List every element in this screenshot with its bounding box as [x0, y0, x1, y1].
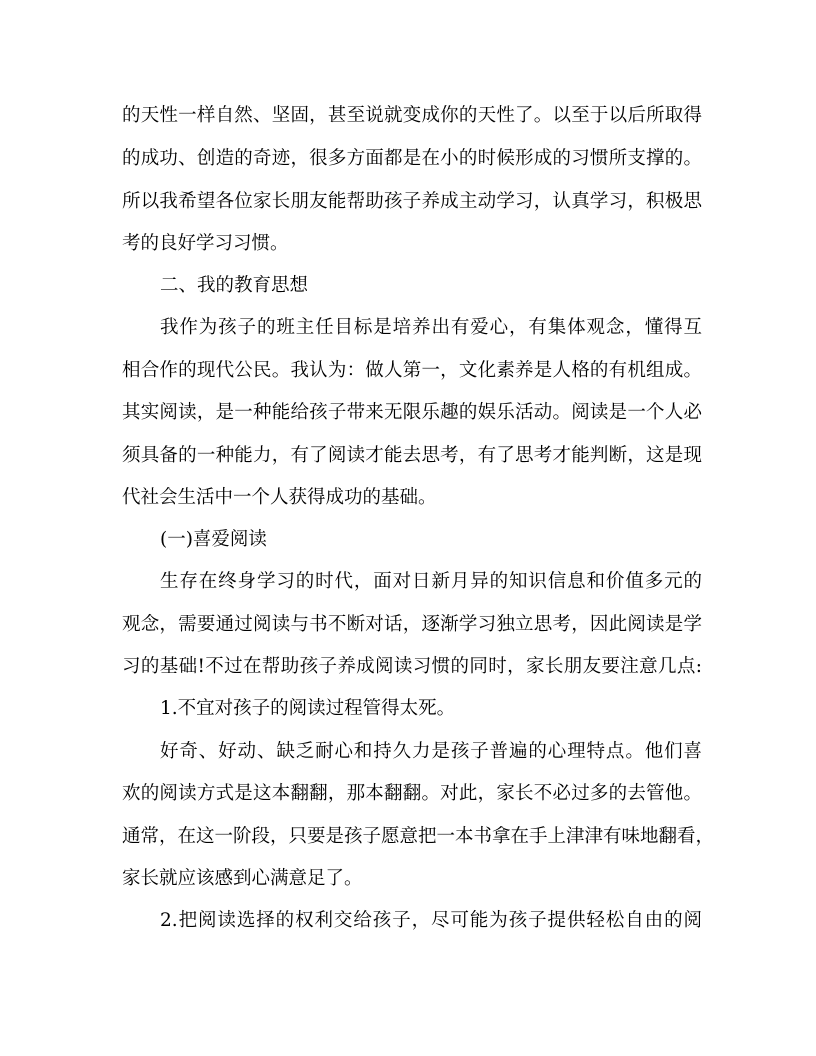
paragraph-2-line-5: 代社会生活中一个人获得成功的基础。: [122, 487, 437, 508]
subsection-heading-1: (一)喜爱阅读: [160, 529, 267, 550]
list-item-2: 2.把阅读选择的权利交给孩子，尽可能为孩子提供轻松自由的阅: [160, 910, 702, 931]
paragraph-1-line-1: 的天性一样自然、坚固，甚至说就变成你的天性了。以至于以后所取得: [122, 105, 702, 126]
paragraph-2-line-4: 须具备的一种能力，有了阅读才能去思考，有了思考才能判断，这是现: [122, 445, 702, 466]
paragraph-2-line-1: 我作为孩子的班主任目标是培养出有爱心，有集体观念，懂得互: [160, 317, 702, 338]
paragraph-3-line-3: 习的基础!不过在帮助孩子养成阅读习惯的同时，家长朋友要注意几点:: [122, 656, 702, 677]
paragraph-3-line-1: 生存在终身学习的时代，面对日新月异的知识信息和价值多元的: [160, 571, 702, 592]
paragraph-4-line-3: 通常，在这一阶段，只要是孩子愿意把一本书拿在手上津津有味地翻看，: [122, 826, 715, 847]
paragraph-4-line-2: 欢的阅读方式是这本翻翻，那本翻翻。对此，家长不必过多的去管他。: [122, 783, 702, 804]
paragraph-1-line-3: 所以我希望各位家长朋友能帮助孩子养成主动学习，认真学习，积极思: [122, 191, 702, 212]
paragraph-3-line-2: 观念，需要通过阅读与书不断对话，逐渐学习独立思考，因此阅读是学: [122, 614, 702, 635]
paragraph-1-line-4: 考的良好学习习惯。: [122, 233, 289, 254]
paragraph-4-line-1: 好奇、好动、缺乏耐心和持久力是孩子普遍的心理特点。他们喜: [160, 741, 702, 762]
paragraph-1-line-2: 的成功、创造的奇迹，很多方面都是在小的时候形成的习惯所支撑的。: [122, 148, 702, 169]
paragraph-2-line-2: 相合作的现代公民。我认为：做人第一，文化素养是人格的有机组成。: [122, 360, 702, 381]
paragraph-2-line-3: 其实阅读，是一种能给孩子带来无限乐趣的娱乐活动。阅读是一个人必: [122, 402, 702, 423]
section-heading-2: 二、我的教育思想: [160, 275, 309, 296]
list-item-1: 1.不宜对孩子的阅读过程管得太死。: [160, 698, 456, 719]
paragraph-4-line-4: 家长就应该感到心满意足了。: [122, 868, 363, 889]
